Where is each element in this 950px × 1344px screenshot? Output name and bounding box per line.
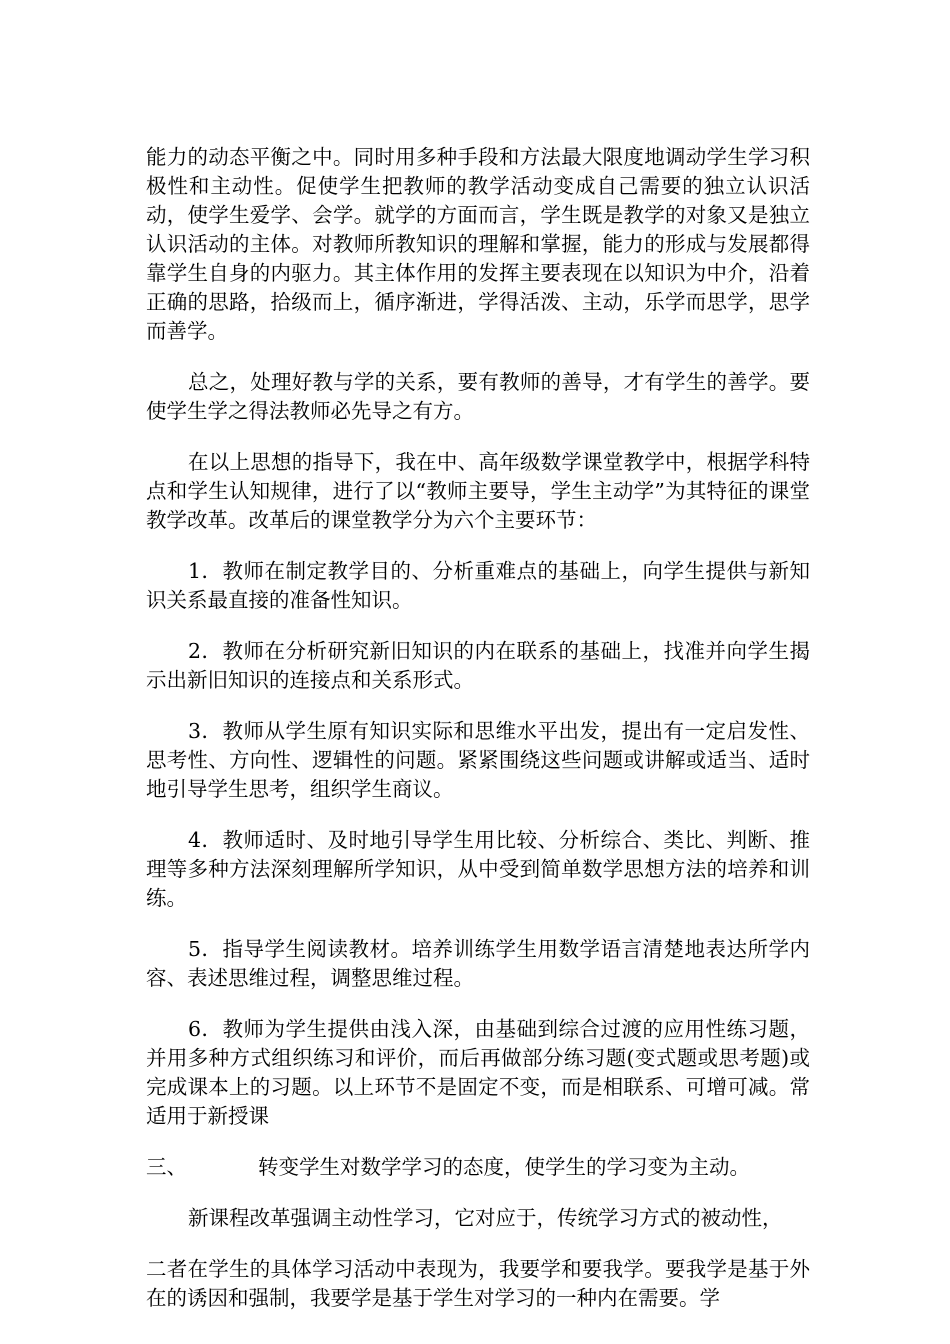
section-number: 三、 bbox=[146, 1155, 187, 1179]
list-item-step-3: 3．教师从学生原有知识实际和思维水平出发，提出有一定启发性、思考性、方向性、逻辑性的问题。紧紧围绕这些问题或讲解或适当、适时地引导学生思考，组织学生商议。 bbox=[146, 719, 810, 801]
paragraph-reform: 在以上思想的指导下，我在中、高年级数学课堂教学中，根据学科特点和学生认知规律，进行了以“教师主要导，学生主动学”为其特征的课堂教学改革。改革后的课堂教学分为六个主要环节： bbox=[146, 450, 810, 532]
paragraph-learning-attitude: 二者在学生的具体学习活动中表现为，我要学和要我学。要我学是基于外在的诱因和强制，我要学是基于学生对学习的一种内在需要。学 bbox=[146, 1257, 810, 1310]
section-title: 转变学生对数学学习的态度，使学生的学习变为主动。 bbox=[258, 1155, 750, 1179]
document-page bbox=[146, 143, 810, 1335]
list-item-step-1: 1．教师在制定教学目的、分析重难点的基础上，向学生提供与新知识关系最直接的准备性知识。 bbox=[146, 559, 810, 612]
list-item-step-4: 4．教师适时、及时地引导学生用比较、分析综合、类比、判断、推理等多种方法深刻理解所学知识，从中受到简单数学思想方法的培养和训练。 bbox=[146, 828, 810, 910]
paragraph-intro: 能力的动态平衡之中。同时用多种手段和方法最大限度地调动学生学习积极性和主动性。促使学生把教师的教学活动变成自己需要的独立认识活动，使学生爱学、会学。就学的方面而言，学生既是教学的对象又是独立认识活动的主体。对教师所教知识的理解和掌握，能力的形成与发展都得靠学生自身的内驱力。其主体作用的发挥主要表现在以知识为中介，沿着正确的思路，拾级而上，循序渐进，学得活泼、主动，乐学而思学，思学而善学。 bbox=[146, 145, 810, 343]
paragraph-summary: 总之，处理好教与学的关系，要有教师的善导，才有学生的善学。要使学生学之得法教师必先导之有方。 bbox=[146, 370, 810, 423]
section-heading bbox=[146, 1153, 810, 1182]
list-item-step-5: 5．指导学生阅读教材。培养训练学生用数学语言清楚地表达所学内容、表述思维过程，调整思维过程。 bbox=[146, 937, 810, 990]
paragraph-new-curriculum: 新课程改革强调主动性学习，它对应于，传统学习方式的被动性， bbox=[188, 1206, 783, 1230]
list-item-step-6: 6．教师为学生提供由浅入深，由基础到综合过渡的应用性练习题，并用多种方式组织练习和评价，而后再做部分练习题(变式题或思考题)或完成课本上的习题。以上环节不是固定不变，而是相联系、可增可减。常适用于新授课 bbox=[146, 1017, 810, 1128]
list-item-step-2: 2．教师在分析研究新旧知识的内在联系的基础上，找准并向学生揭示出新旧知识的连接点和关系形式。 bbox=[146, 639, 810, 692]
